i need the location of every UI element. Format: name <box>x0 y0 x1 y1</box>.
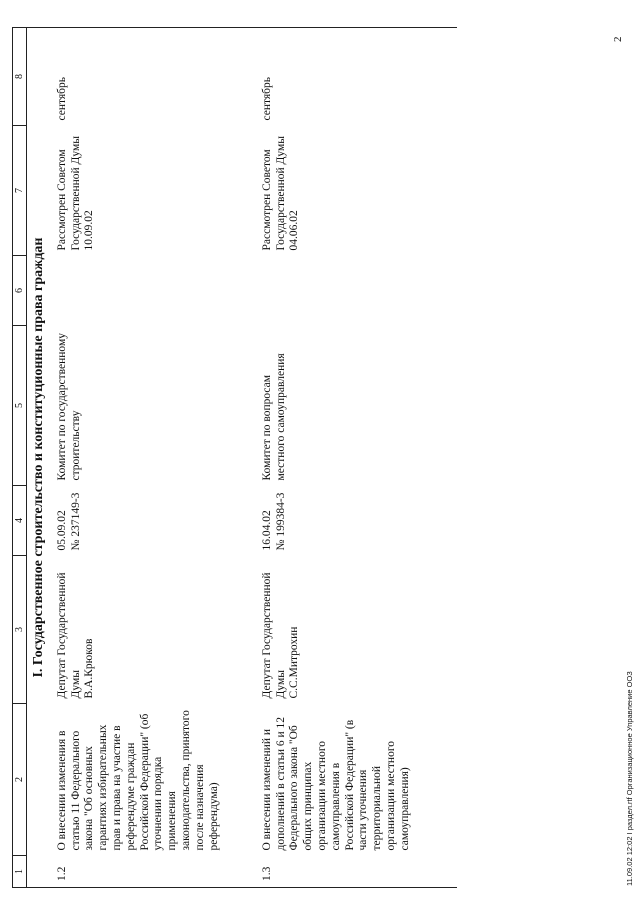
column-number: 3 <box>13 556 27 704</box>
column-number: 1 <box>13 856 27 888</box>
bills-table <box>12 27 457 888</box>
column-number: 8 <box>13 28 27 126</box>
table-row <box>52 28 257 888</box>
registration-info: 16.04.02 № 199384-3 <box>260 492 287 551</box>
bill-author: Депутат Государственной Думы С.С.Митрохин <box>260 572 301 699</box>
review-status: Рассмотрен Советом Государственной Думы 10.09.02 <box>55 136 96 251</box>
print-footer: 11.09.02 12:02 I раздел.rtf Организационное Управление ООЗ <box>625 671 634 886</box>
column-6-cell <box>52 256 257 326</box>
column-number: 2 <box>13 704 27 856</box>
section-heading-row <box>27 28 52 888</box>
responsible-committee: Комитет по вопросам местного самоуправления <box>260 353 287 481</box>
planned-month: сентябрь <box>52 28 257 126</box>
registration-info: 05.09.02 № 237149-3 <box>55 492 82 551</box>
column-number: 4 <box>13 486 27 556</box>
bill-title: О внесении изменения в статью 11 Федерального закона "Об основных гарантиях избирательных прав и права на участие в референдуме граждан Российской Федерации" (об уточнении порядка применения законодательства, принятого после назначения референдума) <box>55 710 220 851</box>
row-number: 1.2 <box>52 856 257 888</box>
responsible-committee: Комитет по государственному строительству <box>55 333 82 481</box>
column-6-cell <box>257 256 457 326</box>
row-number: 1.3 <box>257 856 457 888</box>
column-number-row <box>13 28 27 888</box>
review-status: Рассмотрен Советом Государственной Думы 04.06.02 <box>260 136 301 251</box>
planned-month: сентябрь <box>257 28 457 126</box>
table-row <box>257 28 457 888</box>
column-number: 7 <box>13 126 27 256</box>
page-number: 2 <box>612 36 624 42</box>
bill-author: Депутат Государственной Думы В.А.Крюков <box>55 572 96 699</box>
column-number: 6 <box>13 256 27 326</box>
column-number: 5 <box>13 326 27 486</box>
bill-title: О внесении изменений и дополнений в статьи 6 и 12 Федерального закона "Об общих принципах организации местного самоуправления в Российской Федерации" (в части уточнения территориальной организации местного самоуправления) <box>260 716 411 851</box>
section-title: I. Государственное строительство и конституционные права граждан <box>27 28 52 888</box>
